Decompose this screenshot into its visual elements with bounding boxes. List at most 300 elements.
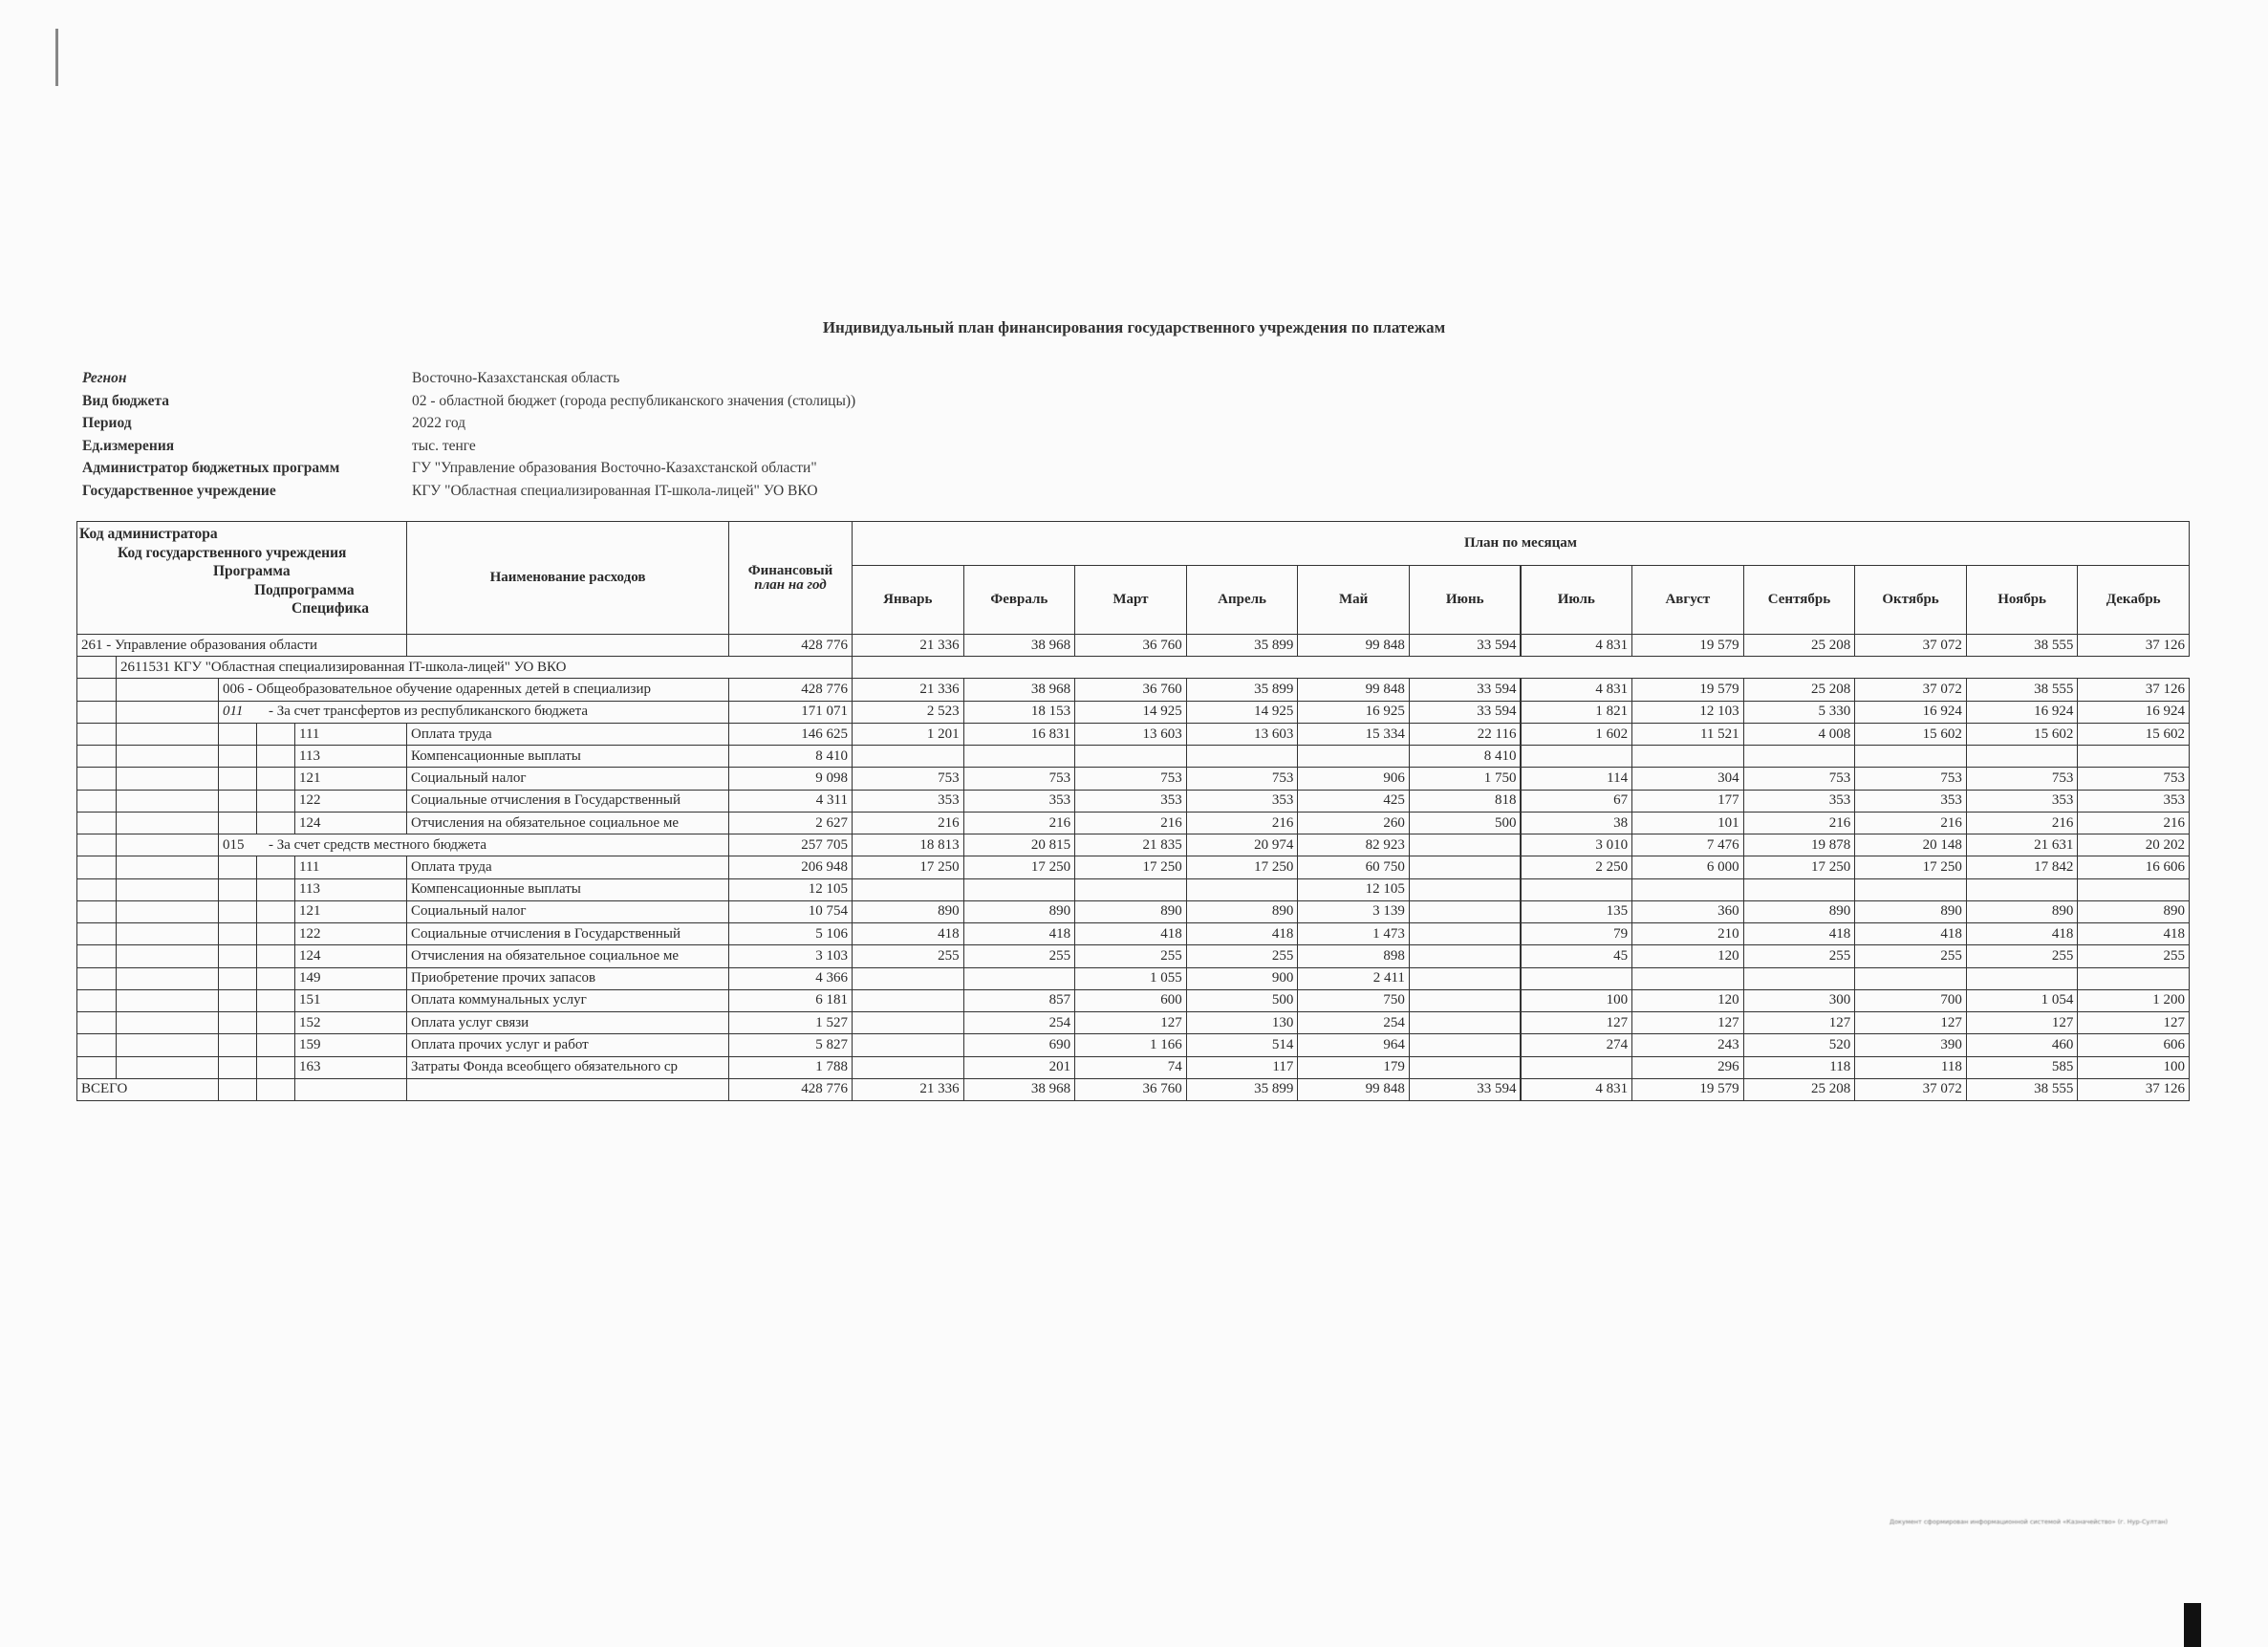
row-month-value: 36 760 [1074, 1078, 1187, 1101]
row-month-value: 255 [852, 944, 964, 967]
row-month-value: 753 [1074, 767, 1187, 790]
row-indent [76, 812, 117, 834]
row-month-value: 890 [2077, 900, 2190, 923]
row-expense-name: Отчисления на обязательное социальное ме [406, 812, 729, 834]
row-indent [218, 790, 257, 813]
row-month-value: 216 [1186, 812, 1299, 834]
row-month-value: 6 000 [1631, 856, 1744, 878]
row-month-value: 300 [1743, 989, 1856, 1012]
row-month-value: 255 [963, 944, 1076, 967]
row-month-value [852, 1011, 964, 1034]
row-expense-name: Компенсационные выплаты [406, 745, 729, 768]
row-specific-code: 163 [294, 1056, 407, 1079]
row-month-value: 14 925 [1186, 701, 1299, 724]
row-indent [116, 944, 219, 967]
row-name-empty [406, 1078, 729, 1101]
row-month-value: 216 [2077, 812, 2190, 834]
row-month-value [1743, 967, 1856, 990]
row-indent [218, 812, 257, 834]
row-month-value: 36 760 [1074, 634, 1187, 657]
row-month-value: 37 126 [2077, 678, 2190, 701]
meta-value: тыс. тенге [412, 437, 476, 454]
row-month-value: 274 [1521, 1033, 1633, 1056]
row-month-value: 216 [1743, 812, 1856, 834]
row-month-value: 216 [963, 812, 1076, 834]
row-month-value: 2 250 [1521, 856, 1633, 878]
row-month-value [1409, 989, 1522, 1012]
row-indent [218, 1011, 257, 1034]
row-expense-name: Оплата прочих услуг и работ [406, 1033, 729, 1056]
row-month-value: 17 250 [852, 856, 964, 878]
row-month-value: 38 555 [1966, 1078, 2079, 1101]
row-month-value [1854, 967, 1967, 990]
row-month-value [852, 745, 964, 768]
row-month-value: 12 105 [1297, 878, 1410, 901]
row-month-value: 17 250 [963, 856, 1076, 878]
row-month-value: 255 [1743, 944, 1856, 967]
row-specific-code: 111 [294, 723, 407, 746]
row-month-value [852, 989, 964, 1012]
row-month-value: 753 [1966, 767, 2079, 790]
header-code-level: Специфика [292, 600, 369, 617]
row-annual-plan: 257 705 [728, 834, 853, 856]
code-levels-stack [79, 525, 369, 618]
row-month-value: 18 813 [852, 834, 964, 856]
header-month: Сентябрь [1743, 565, 1856, 635]
row-month-value: 390 [1854, 1033, 1967, 1056]
row-month-value: 4 008 [1743, 723, 1856, 746]
row-month-value: 353 [2077, 790, 2190, 813]
header-month: Август [1631, 565, 1744, 635]
row-month-value [1521, 967, 1633, 990]
row-month-value [1409, 856, 1522, 878]
row-indent [76, 723, 117, 746]
row-month-value: 37 072 [1854, 1078, 1967, 1101]
row-expense-name: Оплата коммунальных услуг [406, 989, 729, 1012]
row-indent [76, 790, 117, 813]
meta-value: 02 - областной бюджет (города республиканского значения (столицы)) [412, 392, 856, 409]
row-month-value: 17 250 [1074, 856, 1187, 878]
row-month-value: 19 579 [1631, 678, 1744, 701]
row-month-value: 114 [1521, 767, 1633, 790]
row-indent [76, 656, 117, 679]
row-indent [256, 989, 295, 1012]
row-annual-plan: 4 311 [728, 790, 853, 813]
row-month-value [852, 1033, 964, 1056]
row-month-value: 296 [1631, 1056, 1744, 1079]
row-month-value: 1 166 [1074, 1033, 1187, 1056]
row-annual-plan: 3 103 [728, 944, 853, 967]
row-month-value: 16 925 [1297, 701, 1410, 724]
row-month-value: 1 054 [1966, 989, 2079, 1012]
header-code-level: Программа [213, 563, 291, 579]
row-month-value: 2 523 [852, 701, 964, 724]
row-annual-plan: 10 754 [728, 900, 853, 923]
row-month-value: 750 [1297, 989, 1410, 1012]
row-month-value [1631, 878, 1744, 901]
row-indent [218, 989, 257, 1012]
row-month-value: 19 579 [1631, 1078, 1744, 1101]
row-month-value: 17 250 [1743, 856, 1856, 878]
row-month-value: 38 968 [963, 1078, 1076, 1101]
row-month-value: 1 200 [2077, 989, 2190, 1012]
row-month-value [1186, 745, 1299, 768]
header-month: Июль [1521, 565, 1633, 635]
row-month-value: 16 924 [1966, 701, 2079, 724]
row-month-value: 353 [963, 790, 1076, 813]
row-indent [76, 856, 117, 878]
row-indent [256, 723, 295, 746]
row-month-value: 500 [1409, 812, 1522, 834]
row-month-value: 21 336 [852, 1078, 964, 1101]
row-month-value: 418 [1743, 922, 1856, 945]
row-indent [218, 1056, 257, 1079]
row-month-value: 127 [1074, 1011, 1187, 1034]
row-month-value [1743, 878, 1856, 901]
row-month-value: 700 [1854, 989, 1967, 1012]
row-month-value: 514 [1186, 1033, 1299, 1056]
row-month-value: 890 [1854, 900, 1967, 923]
header-month: Май [1297, 565, 1410, 635]
row-month-value: 16 831 [963, 723, 1076, 746]
row-month-value: 67 [1521, 790, 1633, 813]
row-month-value: 4 831 [1521, 678, 1633, 701]
row-month-value [1409, 834, 1522, 856]
row-annual-plan: 171 071 [728, 701, 853, 724]
row-month-value: 360 [1631, 900, 1744, 923]
row-month-value: 201 [963, 1056, 1076, 1079]
row-month-value: 101 [1631, 812, 1744, 834]
row-specific-code: 151 [294, 989, 407, 1012]
row-month-value: 255 [1074, 944, 1187, 967]
meta-label: Государственное учреждение [82, 482, 276, 499]
row-month-value [2077, 967, 2190, 990]
row-month-value [1409, 900, 1522, 923]
row-indent [116, 922, 219, 945]
meta-value: КГУ "Областная специализированная IT-школа-лицей" УО ВКО [412, 482, 818, 499]
row-month-value [1966, 967, 2079, 990]
row-month-value: 255 [1186, 944, 1299, 967]
row-month-value: 33 594 [1409, 701, 1522, 724]
row-month-value: 216 [1966, 812, 2079, 834]
row-month-value: 1 201 [852, 723, 964, 746]
row-month-value: 585 [1966, 1056, 2079, 1079]
row-month-value: 17 250 [1186, 856, 1299, 878]
row-month-value: 74 [1074, 1056, 1187, 1079]
row-annual-plan: 5 106 [728, 922, 853, 945]
row-month-value: 890 [1186, 900, 1299, 923]
row-indent [256, 900, 295, 923]
row-indent [76, 900, 117, 923]
row-annual-plan: 428 776 [728, 634, 853, 657]
row-subprogram [218, 701, 729, 724]
row-indent [218, 745, 257, 768]
row-indent [218, 767, 257, 790]
row-month-value: 18 153 [963, 701, 1076, 724]
row-annual-plan: 1 788 [728, 1056, 853, 1079]
row-month-value: 118 [1854, 1056, 1967, 1079]
row-expense-name: Приобретение прочих запасов [406, 967, 729, 990]
row-month-value: 1 821 [1521, 701, 1633, 724]
row-indent [218, 856, 257, 878]
row-month-value: 21 631 [1966, 834, 2079, 856]
row-indent [116, 989, 219, 1012]
row-month-value: 964 [1297, 1033, 1410, 1056]
row-indent [116, 856, 219, 878]
row-indent [76, 834, 117, 856]
row-month-value [1521, 878, 1633, 901]
row-month-value: 3 010 [1521, 834, 1633, 856]
row-month-value: 890 [1743, 900, 1856, 923]
row-month-value: 600 [1074, 989, 1187, 1012]
row-month-value [1409, 944, 1522, 967]
row-expense-name: Оплата труда [406, 723, 729, 746]
row-month-value: 254 [1297, 1011, 1410, 1034]
row-month-value: 1 602 [1521, 723, 1633, 746]
row-month-value [1297, 745, 1410, 768]
row-annual-plan: 4 366 [728, 967, 853, 990]
row-indent [76, 944, 117, 967]
row-month-value: 127 [1743, 1011, 1856, 1034]
row-month-value: 120 [1631, 944, 1744, 967]
row-month-value: 4 831 [1521, 1078, 1633, 1101]
row-month-value: 255 [1966, 944, 2079, 967]
row-month-value: 353 [1854, 790, 1967, 813]
header-month: Апрель [1186, 565, 1299, 635]
row-indent [116, 678, 219, 701]
row-month-value: 3 139 [1297, 900, 1410, 923]
row-month-value: 7 476 [1631, 834, 1744, 856]
row-month-value: 33 594 [1409, 634, 1522, 657]
row-month-value: 19 878 [1743, 834, 1856, 856]
subprogram-code: 011 [223, 704, 244, 720]
row-month-value: 16 606 [2077, 856, 2190, 878]
row-month-value: 8 410 [1409, 745, 1522, 768]
row-month-value: 500 [1186, 989, 1299, 1012]
row-month-value: 38 968 [963, 634, 1076, 657]
row-expense-name: Затраты Фонда всеобщего обязательного ср [406, 1056, 729, 1079]
row-month-value: 38 [1521, 812, 1633, 834]
row-month-value: 5 330 [1743, 701, 1856, 724]
row-month-value: 127 [2077, 1011, 2190, 1034]
row-indent [294, 1078, 407, 1101]
row-month-value: 418 [852, 922, 964, 945]
row-month-value: 21 336 [852, 634, 964, 657]
row-expense-name: Оплата труда [406, 856, 729, 878]
row-annual-plan: 428 776 [728, 1078, 853, 1101]
row-month-value: 15 334 [1297, 723, 1410, 746]
row-indent [218, 944, 257, 967]
row-month-value: 906 [1297, 767, 1410, 790]
row-month-value: 127 [1854, 1011, 1967, 1034]
row-month-value [1631, 745, 1744, 768]
row-indent [256, 1033, 295, 1056]
row-month-value: 38 968 [963, 678, 1076, 701]
row-annual-plan: 12 105 [728, 878, 853, 901]
row-indent [76, 745, 117, 768]
meta-label: Регнон [82, 370, 127, 386]
row-specific-code: 124 [294, 812, 407, 834]
row-month-value: 353 [1186, 790, 1299, 813]
row-month-value: 460 [1966, 1033, 2079, 1056]
meta-label: Период [82, 415, 132, 432]
row-month-value: 890 [1074, 900, 1187, 923]
row-month-value: 99 848 [1297, 1078, 1410, 1101]
row-annual-plan: 8 410 [728, 745, 853, 768]
meta-value: 2022 год [412, 415, 466, 432]
row-expense-name: Социальный налог [406, 767, 729, 790]
row-month-value: 1 750 [1409, 767, 1522, 790]
row-month-value: 753 [1854, 767, 1967, 790]
row-month-value: 353 [1966, 790, 2079, 813]
row-month-value: 216 [1074, 812, 1187, 834]
header-code-level: Подпрограмма [254, 581, 355, 598]
row-month-value: 177 [1631, 790, 1744, 813]
row-indent [256, 1011, 295, 1034]
row-total-label: ВСЕГО [76, 1078, 219, 1101]
row-month-value: 37 126 [2077, 1078, 2190, 1101]
row-month-value: 890 [852, 900, 964, 923]
row-indent [76, 989, 117, 1012]
row-month-value [1409, 1011, 1522, 1034]
row-month-value [1966, 878, 2079, 901]
row-specific-code: 149 [294, 967, 407, 990]
row-month-value: 1 055 [1074, 967, 1187, 990]
row-indent [218, 723, 257, 746]
row-indent [218, 922, 257, 945]
row-annual-plan: 9 098 [728, 767, 853, 790]
row-month-value [1631, 967, 1744, 990]
row-month-value: 100 [1521, 989, 1633, 1012]
row-month-value [1409, 1033, 1522, 1056]
meta-label: Администратор бюджетных программ [82, 460, 340, 477]
row-month-value [963, 967, 1076, 990]
meta-label: Вид бюджета [82, 392, 170, 409]
row-month-value: 19 579 [1631, 634, 1744, 657]
row-month-value: 35 899 [1186, 634, 1299, 657]
row-institution-code: 2611531 КГУ "Областная специализированная IT-школа-лицей" УО ВКО [116, 656, 853, 679]
row-month-value [1966, 745, 2079, 768]
row-indent [116, 967, 219, 990]
row-month-value: 753 [963, 767, 1076, 790]
meta-label: Ед.измерения [82, 437, 175, 454]
row-month-value: 33 594 [1409, 678, 1522, 701]
row-indent [256, 967, 295, 990]
row-expense-name: Социальные отчисления в Государственный [406, 922, 729, 945]
row-month-value: 25 208 [1743, 678, 1856, 701]
row-specific-code: 111 [294, 856, 407, 878]
row-month-value: 82 923 [1297, 834, 1410, 856]
row-month-value: 15 602 [2077, 723, 2190, 746]
row-month-value: 16 924 [2077, 701, 2190, 724]
header-month: Июнь [1409, 565, 1522, 635]
subprogram-code: 015 [223, 836, 245, 853]
row-month-value: 753 [852, 767, 964, 790]
row-annual-plan: 1 527 [728, 1011, 853, 1034]
document-title: Индивидуальный план финансирования государственного учреждения по платежам [822, 318, 1446, 336]
row-annual-plan: 6 181 [728, 989, 853, 1012]
row-expense-name: Социальные отчисления в Государственный [406, 790, 729, 813]
row-month-value [1521, 1056, 1633, 1079]
row-month-value [1743, 745, 1856, 768]
row-subprogram [218, 834, 729, 856]
row-indent [256, 878, 295, 901]
row-program-code: 006 - Общеобразовательное обучение одаренных детей в специализир [218, 678, 729, 701]
row-month-value: 17 250 [1854, 856, 1967, 878]
row-month-value: 37 072 [1854, 634, 1967, 657]
row-month-value: 21 835 [1074, 834, 1187, 856]
row-month-value: 79 [1521, 922, 1633, 945]
row-indent [256, 767, 295, 790]
row-indent [256, 812, 295, 834]
row-month-value [1409, 878, 1522, 901]
row-month-value: 25 208 [1743, 1078, 1856, 1101]
row-indent [116, 900, 219, 923]
row-indent [76, 767, 117, 790]
row-month-value: 38 555 [1966, 634, 2079, 657]
row-month-value: 22 116 [1409, 723, 1522, 746]
row-indent [256, 922, 295, 945]
footer-note: Документ сформирован информационной системой «Казначейство» (г. Нур-Султан) [1890, 1518, 2169, 1526]
row-month-value: 304 [1631, 767, 1744, 790]
row-month-value [1521, 745, 1633, 768]
meta-value: Восточно-Казахстанская область [412, 370, 620, 386]
row-indent [116, 878, 219, 901]
row-month-value [1074, 878, 1187, 901]
row-month-value: 17 842 [1966, 856, 2079, 878]
row-annual-plan: 5 827 [728, 1033, 853, 1056]
row-month-value: 418 [1074, 922, 1187, 945]
row-indent [76, 967, 117, 990]
row-specific-code: 122 [294, 790, 407, 813]
header-months-group: План по месяцам [852, 521, 2190, 566]
row-month-value: 36 760 [1074, 678, 1187, 701]
row-month-value: 99 848 [1297, 678, 1410, 701]
row-month-value: 45 [1521, 944, 1633, 967]
row-month-value: 127 [1631, 1011, 1744, 1034]
row-month-value: 216 [852, 812, 964, 834]
row-month-value: 118 [1743, 1056, 1856, 1079]
row-month-value [852, 967, 964, 990]
row-month-value: 418 [1854, 922, 1967, 945]
row-month-value: 13 603 [1074, 723, 1187, 746]
row-month-value: 900 [1186, 967, 1299, 990]
row-month-value [963, 745, 1076, 768]
row-month-value: 890 [1966, 900, 2079, 923]
row-indent [116, 745, 219, 768]
row-month-value: 20 148 [1854, 834, 1967, 856]
row-indent [116, 1011, 219, 1034]
row-month-value: 418 [1966, 922, 2079, 945]
row-month-value [963, 878, 1076, 901]
row-month-value: 20 974 [1186, 834, 1299, 856]
row-annual-plan: 428 776 [728, 678, 853, 701]
row-month-value: 37 072 [1854, 678, 1967, 701]
row-expense-name: Отчисления на обязательное социальное ме [406, 944, 729, 967]
row-admin-code: 261 - Управление образования области [76, 634, 407, 657]
row-month-value: 216 [1854, 812, 1967, 834]
row-annual-plan: 146 625 [728, 723, 853, 746]
row-month-value: 13 603 [1186, 723, 1299, 746]
row-month-value: 35 899 [1186, 1078, 1299, 1101]
row-indent [218, 1033, 257, 1056]
row-indent [76, 1056, 117, 1079]
row-indent [116, 1033, 219, 1056]
header-annual-plan-line1: Финансовый [747, 562, 833, 578]
row-specific-code: 113 [294, 878, 407, 901]
row-indent [116, 767, 219, 790]
header-annual-plan-line2: план на год [754, 576, 827, 593]
